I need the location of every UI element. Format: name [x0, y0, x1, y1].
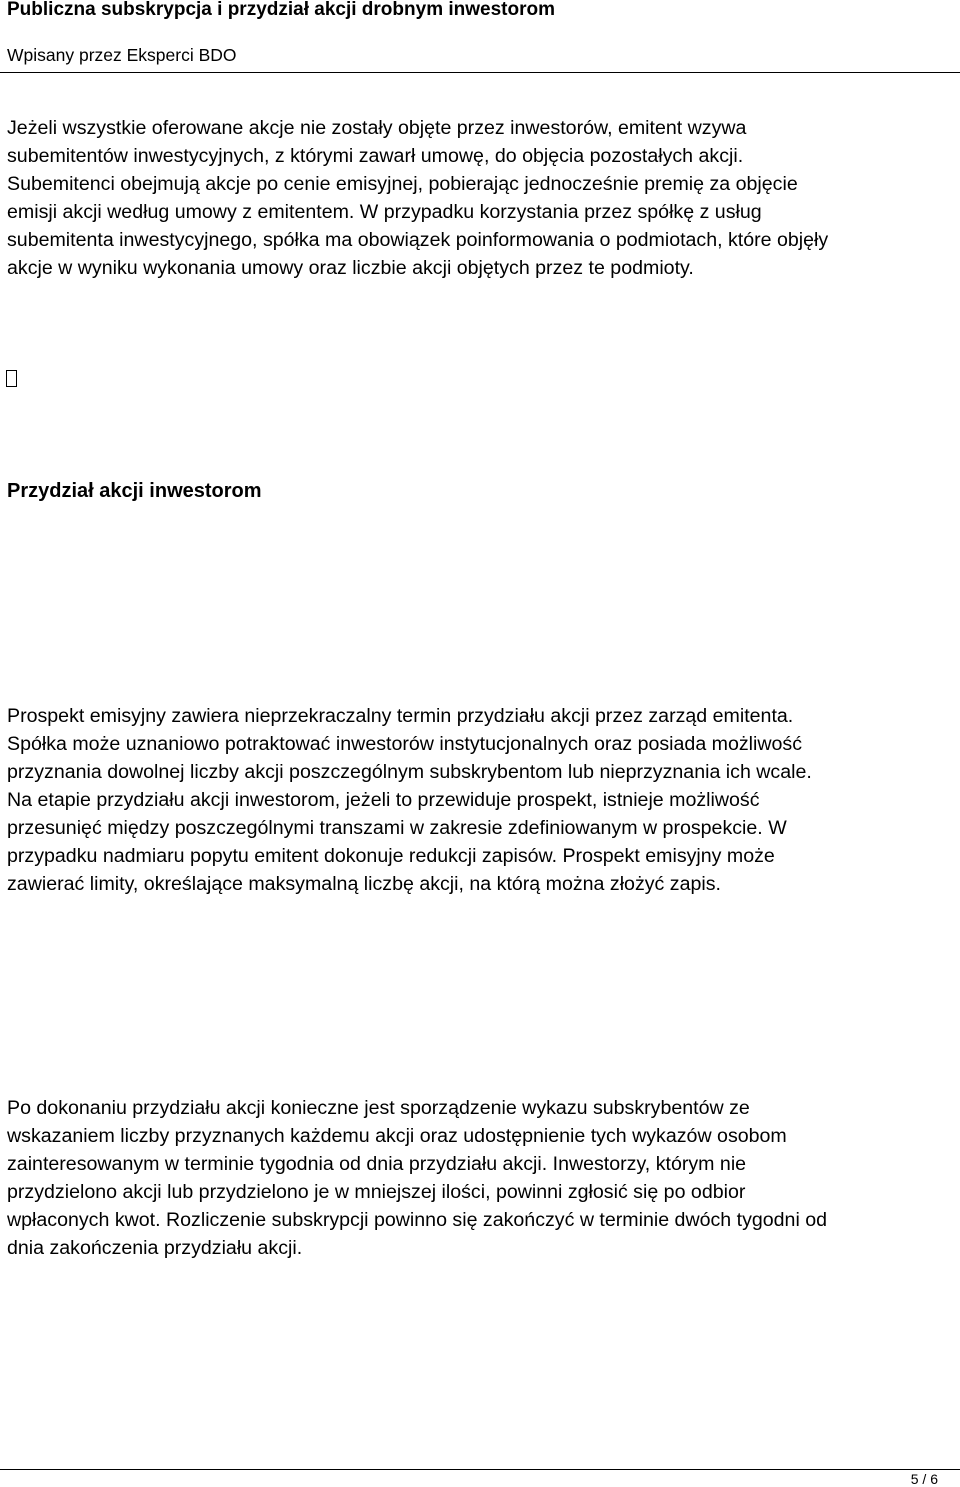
paragraph-line: przesunięć między poszczególnymi transzami w zakresie zdefiniowanym w prospekcie. W [7, 817, 787, 839]
paragraph-line: subemitentów inwestycyjnych, z którymi zawarł umowę, do objęcia pozostałych akcji. [7, 145, 744, 167]
paragraph-line: subemitenta inwestycyjnego, spółka ma obowiązek poinformowania o podmiotach, które objęły [7, 229, 829, 251]
page-header [0, 0, 960, 73]
paragraph-line: Spółka może uznaniowo potraktować inwestorów instytucjonalnych oraz posiada możliwość [7, 733, 803, 755]
paragraph-underwriters [7, 114, 957, 282]
paragraph-settlement [7, 1094, 957, 1262]
paragraph-line: przypadku nadmiaru popytu emitent dokonuje redukcji zapisów. Prospekt emisyjny może [7, 845, 775, 867]
document-title: Publiczna subskrypcja i przydział akcji drobnym inwestorom [7, 0, 555, 20]
paragraph-line: zawierać limity, określające maksymalną liczbę akcji, na którą można złożyć zapis. [7, 873, 721, 895]
paragraph-line: zainteresowanym w terminie tygodnia od dnia przydziału akcji. Inwestorzy, którym nie [7, 1153, 747, 1175]
paragraph-line: emisji akcji według umowy z emitentem. W przypadku korzystania przez spółkę z usług [7, 201, 762, 223]
paragraph-line: Prospekt emisyjny zawiera nieprzekraczalny termin przydziału akcji przez zarząd emitenta. [7, 705, 794, 727]
paragraph-line: wskazaniem liczby przyznanych każdemu akcji oraz udostępnienie tych wykazów osobom [7, 1125, 787, 1147]
paragraph-line: przyznania dowolnej liczby akcji poszczególnym subskrybentom lub nieprzyznania ich wcale. [7, 761, 812, 783]
paragraph-line: Jeżeli wszystkie oferowane akcje nie zostały objęte przez inwestorów, emitent wzywa [7, 117, 747, 139]
paragraph-line: Po dokonaniu przydziału akcji konieczne jest sporządzenie wykazu subskrybentów ze [7, 1097, 750, 1119]
paragraph-allocation [7, 702, 957, 898]
paragraph-line: Na etapie przydziału akcji inwestorom, jeżeli to przewiduje prospekt, istnieje możliwość [7, 789, 760, 811]
paragraph-line: Subemitenci obejmują akcje po cenie emisyjnej, pobierając jednocześnie premię za objęcie [7, 173, 798, 195]
section-heading: Przydział akcji inwestorom [7, 480, 262, 502]
document-author: Wpisany przez Eksperci BDO [7, 45, 237, 65]
paragraph-line: dnia zakończenia przydziału akcji. [7, 1237, 303, 1259]
paragraph-line: przydzielono akcji lub przydzielono je w mniejszej ilości, powinni zgłosić się po odbior [7, 1181, 746, 1203]
paragraph-line: wpłaconych kwot. Rozliczenie subskrypcji powinno się zakończyć w terminie dwóch tygodni od [7, 1209, 828, 1231]
paragraph-line: akcje w wyniku wykonania umowy oraz liczbie akcji objętych przez te podmioty. [7, 257, 694, 279]
page-number: 5 / 6 [910, 1471, 938, 1487]
missing-glyph-icon [6, 370, 17, 387]
footer-divider [0, 1469, 960, 1470]
